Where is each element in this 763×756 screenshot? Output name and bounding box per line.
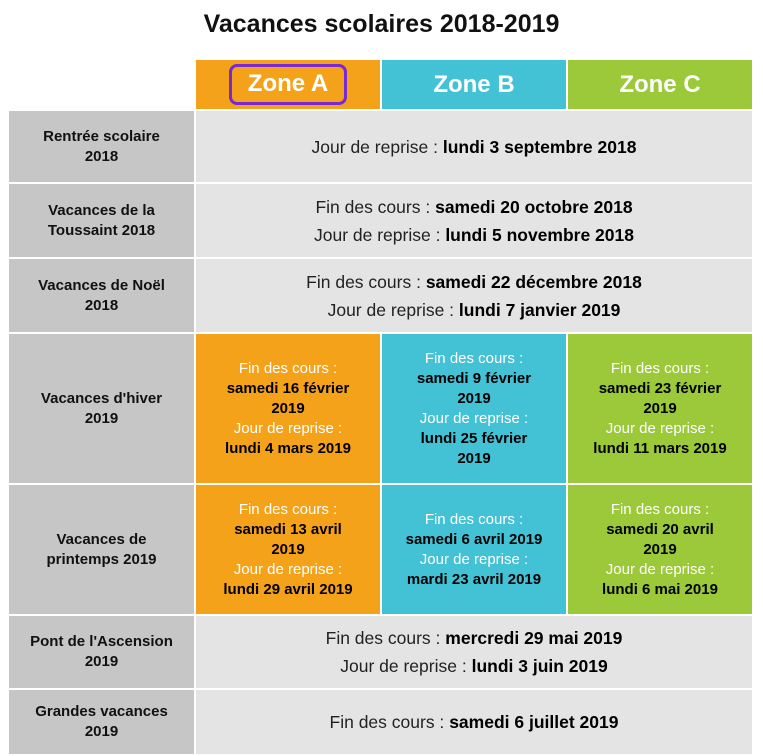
reprise-date: 2019 [457,449,491,467]
fin-label: Fin des cours : [238,359,338,377]
rentree-dates [196,111,752,182]
reprise-label: Jour de reprise : [233,419,343,437]
fin-label: Fin des cours : [329,712,445,732]
fin-date: 2019 [643,540,677,558]
fin-date: samedi 6 juillet 2019 [449,712,619,732]
row-name-line: 2019 [84,409,119,427]
row-name-line: Vacances de Noël [38,276,165,294]
fin-date: samedi 16 février [226,379,350,397]
table-row-printemps [9,485,752,614]
fin-date: samedi 9 février [416,369,532,387]
row-header-printemps [9,485,194,614]
fin-label: Fin des cours : [610,359,710,377]
table-row-grandes [9,690,752,754]
hiver-zone-a [196,334,380,483]
reprise-label: Jour de reprise : [419,409,529,427]
toussaint-dates [196,184,752,257]
reprise-date: lundi 7 janvier 2019 [458,299,621,320]
reprise-date: lundi 29 avril 2019 [223,580,353,598]
school-holidays-table [7,58,754,756]
reprise-label: Jour de reprise : [327,299,455,320]
zone-a-header [196,60,380,109]
fin-date: samedi 22 décembre 2018 [425,271,642,292]
fin-date: samedi 6 avril 2019 [405,530,543,548]
fin-date: samedi 13 avril [234,520,342,538]
hiver-zone-b [382,334,566,483]
ascension-dates [196,616,752,688]
row-name-line: Vacances d'hiver [40,389,163,407]
row-name-line: Toussaint 2018 [47,221,156,239]
row-header-ascension [9,616,194,688]
corner-cell [9,60,194,109]
row-header-rentree [9,111,194,182]
table-row-toussaint [9,184,752,257]
reprise-label: Jour de reprise : [313,224,441,245]
row-name-line: Pont de l'Ascension [30,633,173,650]
row-header-noel [9,259,194,332]
reprise-date: lundi 5 novembre 2018 [445,224,634,245]
printemps-zone-c [568,485,752,614]
row-name-line: Grandes vacances [35,703,168,720]
fin-label: Fin des cours : [306,271,421,292]
fin-date: 2019 [457,389,491,407]
reprise-date: lundi 3 septembre 2018 [442,136,637,157]
fin-date: samedi 23 février [598,379,722,397]
fin-date: mercredi 29 mai 2019 [445,628,623,648]
reprise-label: Jour de reprise : [340,656,467,676]
fin-date: 2019 [271,540,305,558]
reprise-date: lundi 3 juin 2019 [471,656,608,676]
zone-a-label: Zone A [229,64,347,104]
fin-label: Fin des cours : [315,196,431,217]
row-name-line: Vacances de [56,530,147,548]
fin-label: Fin des cours : [325,628,441,648]
row-header-hiver [9,334,194,483]
zone-c-header: Zone C [568,60,752,109]
table-row-ascension [9,616,752,688]
row-name-line: Vacances de la [48,201,155,219]
hiver-zone-c [568,334,752,483]
fin-label: Fin des cours : [424,510,524,528]
reprise-date: lundi 11 mars 2019 [593,439,727,457]
reprise-label: Jour de reprise : [419,550,529,568]
table-row-hiver [9,334,752,483]
fin-date: samedi 20 avril [606,520,714,538]
fin-date: 2019 [643,399,677,417]
reprise-date: mardi 23 avril 2019 [406,570,542,588]
reprise-label: Jour de reprise : [605,560,715,578]
reprise-date: lundi 6 mai 2019 [602,580,718,598]
table-row-rentree [9,111,752,182]
printemps-zone-b [382,485,566,614]
noel-dates [196,259,752,332]
row-header-grandes [9,690,194,754]
table-row-noel [9,259,752,332]
reprise-date: lundi 4 mars 2019 [225,439,351,457]
fin-label: Fin des cours : [610,500,710,518]
reprise-label: Jour de reprise : [311,136,438,157]
row-name-line: 2018 [84,147,119,165]
row-name-line: Rentrée scolaire [43,127,160,145]
row-name-line: 2018 [84,296,119,314]
fin-label: Fin des cours : [238,500,338,518]
grandes-dates [196,690,752,754]
row-name-line: 2019 [84,723,119,740]
printemps-zone-a [196,485,380,614]
zones-header-row [9,60,752,109]
fin-date: 2019 [271,399,305,417]
reprise-label: Jour de reprise : [233,560,343,578]
page-title: Vacances scolaires 2018-2019 [203,10,560,38]
reprise-label: Jour de reprise : [605,419,715,437]
row-name-line: 2019 [84,653,119,670]
row-header-toussaint [9,184,194,257]
fin-date: samedi 20 octobre 2018 [435,196,633,217]
row-name-line: printemps 2019 [46,550,157,568]
reprise-date: lundi 25 février [420,429,528,447]
zone-b-header: Zone B [382,60,566,109]
fin-label: Fin des cours : [424,349,524,367]
